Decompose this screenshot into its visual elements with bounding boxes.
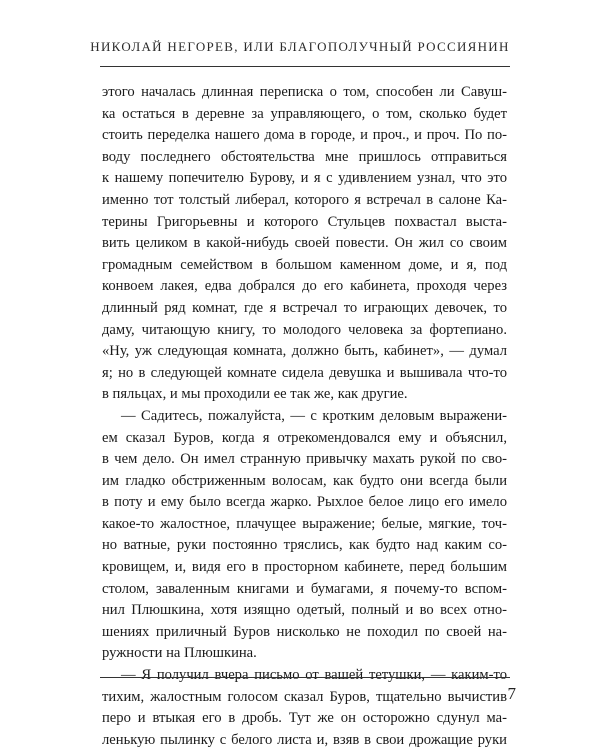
text-line: в пяльцах, и мы проходили ее так же, как другие.	[102, 386, 408, 403]
footer-rule	[100, 677, 510, 678]
text-line: я; но в следующей комнате сидела девушка и вышивала что-то	[102, 364, 507, 381]
text-line: вить целиком в какой-нибудь своей повести. Он жил со своим	[102, 235, 507, 252]
text-line: кровищем, и, видя его в просторном кабинете, перед большим	[102, 559, 507, 576]
text-line: ружности на Плюшкина.	[102, 645, 257, 662]
text-line: тихим, жалостным голосом сказал Буров, тщательно вычистив	[102, 688, 507, 705]
text-line: громадным семейством в большом каменном доме, и я, под	[102, 256, 507, 273]
text-line: ленькую пылинку с белого листа и, взяв в свои дрожащие руки	[102, 731, 507, 748]
text-line: им гладко обстриженным волосам, как будто они всегда были	[102, 472, 507, 489]
text-line: этого началась длинная переписка о том, способен ли Савуш-	[102, 84, 507, 100]
text-line: к нашему попечителю Бурову, и я с удивлением узнал, что это	[102, 170, 507, 187]
text-line: «Ну, уж следующая комната, должно быть, кабинет», — думал	[102, 343, 507, 360]
text-line: в чем дело. Он имел странную привычку махать рукой по сво-	[102, 451, 507, 468]
page-number: 7	[507, 684, 516, 703]
body-text	[102, 82, 507, 751]
text-line: даму, читающую книгу, то молодого человека за фортепиано.	[102, 321, 507, 338]
text-line: длинный ряд комнат, где я встречал то играющих девочек, то	[102, 299, 507, 316]
text-line: но ватные, руки постоянно тряслись, как будто над каким со-	[102, 537, 507, 554]
text-line: нил Плюшкина, хотя изящно одетый, полный и во всех отно-	[102, 602, 507, 619]
text-line: ка остаться в деревне за управляющего, о том, сколько будет	[102, 105, 507, 122]
text-line: перо и втыкая его в дробь. Тут же он осторожно сдунул ма-	[102, 710, 507, 727]
text-line: воду последнего обстоятельства мне пришлось отправиться	[102, 148, 507, 165]
running-header-title: НИКОЛАЙ НЕГОРЕВ, ИЛИ БЛАГОПОЛУЧНЫЙ РОССИЯНИН	[90, 39, 510, 54]
text-line: терины Григорьевны и которого Стульцев похвастал выста-	[102, 213, 507, 230]
text-line: стоить переделка нашего дома в городе, и проч., и проч. По по-	[102, 127, 507, 144]
text-line: столом, заваленным книгами и бумагами, я почему-то вспом-	[102, 580, 507, 597]
text-line: — Садитесь, пожалуйста, — с кротким деловым выражени-	[121, 407, 507, 424]
text-line: именно тот толстый либерал, которого я встречал в салоне Ка-	[102, 191, 507, 208]
text-line: в поту и ему было всегда жарко. Рыхлое белое лицо его имело	[102, 494, 507, 511]
header-rule	[100, 66, 510, 67]
text-line: конвоем лакея, едва добрался до его кабинета, проходя через	[102, 278, 507, 295]
text-line: — Я получил вчера письмо от вашей тетушки, — каким-то	[121, 667, 507, 684]
text-line: ем сказал Буров, когда я отрекомендовался ему и объяснил,	[102, 429, 507, 446]
text-line: какое-то жалостное, плачущее выражение; белые, мягкие, точ-	[102, 515, 507, 532]
text-line: шениях приличный Буров нисколько не походил по своей на-	[102, 623, 507, 640]
